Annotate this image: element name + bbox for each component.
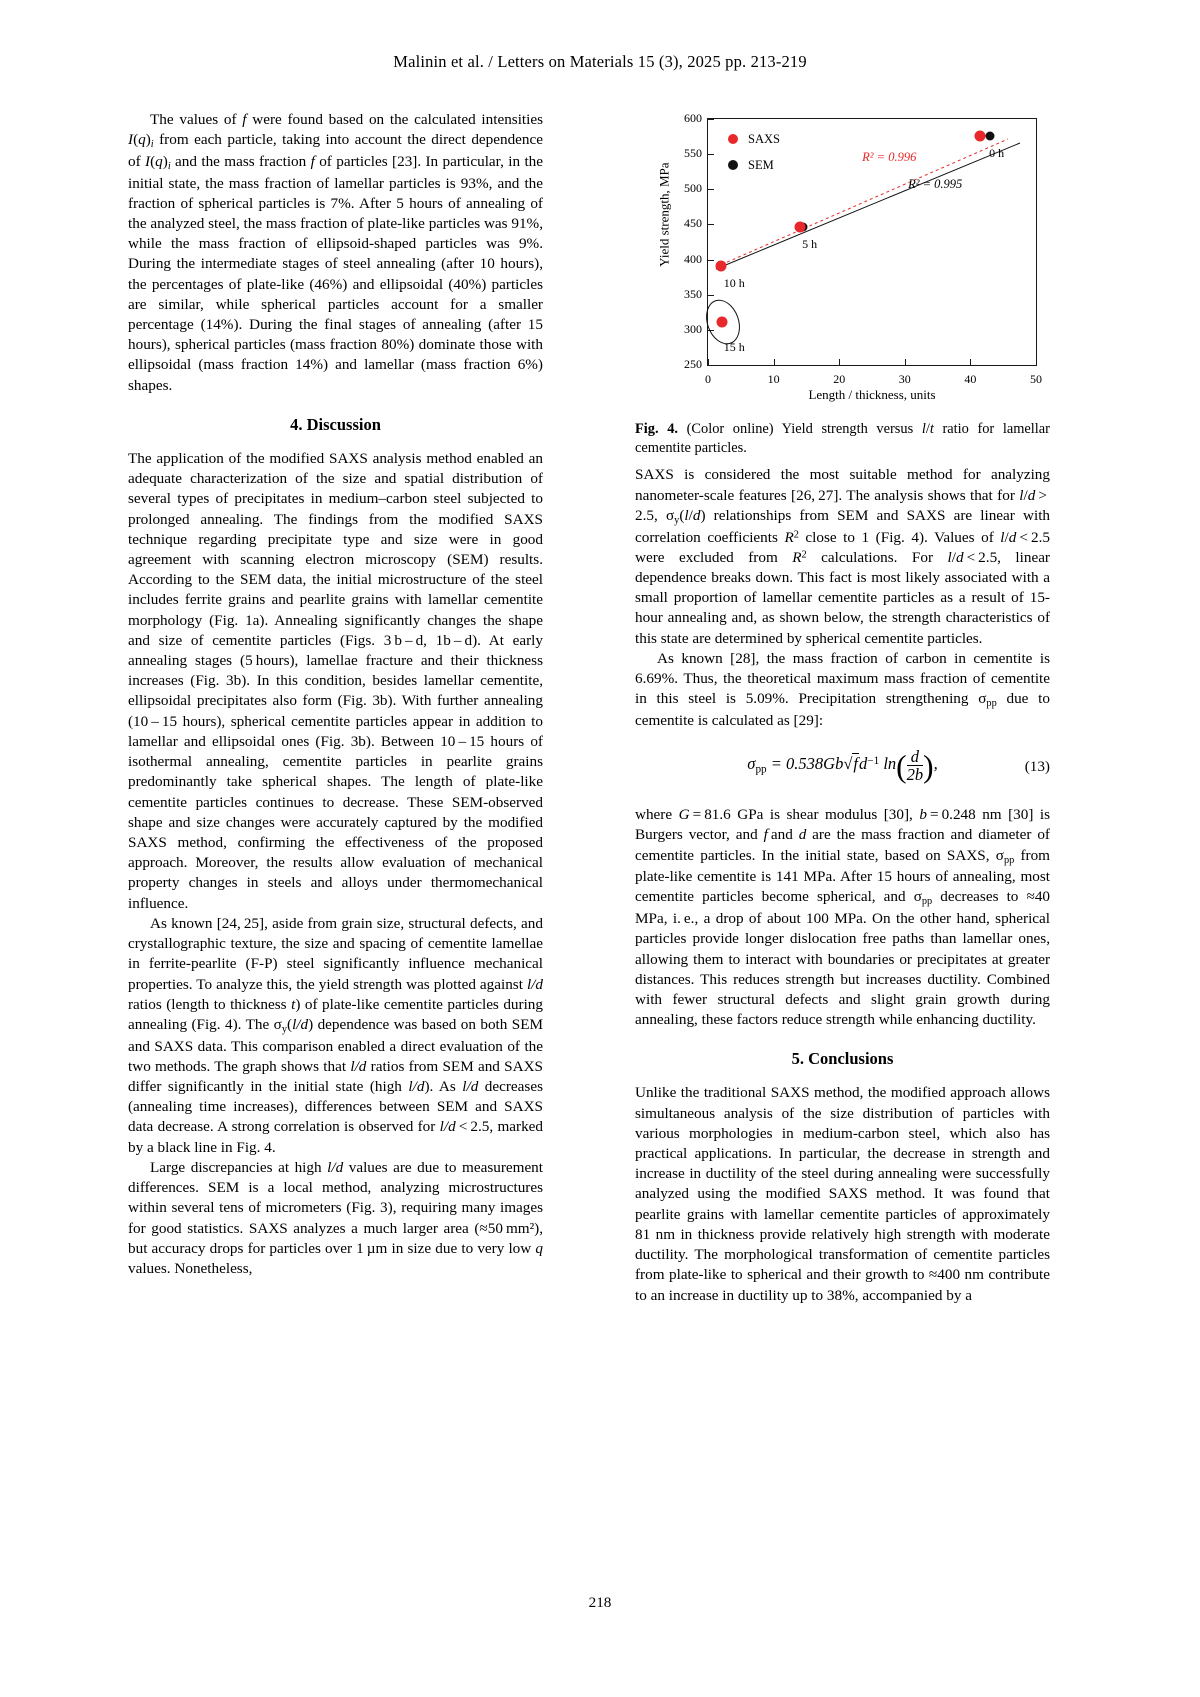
right-column — [635, 110, 1050, 1306]
x-tick-50: 50 — [1030, 372, 1042, 386]
x-tick-10: 10 — [767, 372, 780, 386]
data-point-sem — [986, 131, 995, 140]
x-tick-20: 20 — [833, 372, 846, 386]
paragraph-parameters: where G = 81.6 GPa is shear modulus [30], b = 0.248 nm [30] is Burgers vector, and f and d are the mass fraction and diameter of cementite particles. In the initial state, based on SAXS, $\sigma_{pp}$ from plate-like cementite is 141 MPa. After 15 hours of annealing, most cementite particles become spherical, and $\sigma_{pp}$ decreases to ≈40 MPa, i. e., a drop of about 100 MPa. On the other hand, spherical particles provide longer dislocation free paths than lamellar ones, allowing them to interact with boundaries or precipitates at greater distances. This reduces strength but increases ductility. Combined with fewer structural defects and slight grain growth during annealing, these factors reduce strength while enhancing ductility. — [635, 806, 1051, 1029]
point-label-15h: 15 h — [723, 340, 745, 355]
data-point-saxs — [975, 130, 986, 141]
paragraph-discussion-2: As known [24, 25], aside from grain size, structural defects, and crystallographic texture, the size and spacing of cementite lamellae in ferrite-pearlite (F-P) steel significantly influence mechanical properties. To analyze this, the yield strength was plotted against l/d ratios (length to thickness t) of plate-like cementite particles during annealing (Fig. 4). The $\sigma_y(l/d)$ dependence was based on both SEM and SAXS data. This comparison enabled a direct evaluation of the two methods. The graph shows that l/d ratios from SEM and SAXS differ significantly in the initial state (high l/d). As l/d decreases (annealing time increases), differences between SEM and SAXS data decrease. A strong correlation is observed for l/d < 2.5, marked by a black line in Fig. 4. — [128, 914, 544, 1156]
paragraph-mass-fractions: The values of f were found based on the calculated intensities $I(q)_i$ from each particle, taking into account the direct dependence of $I(q)_i$ and the mass fraction f of particles [23]. In particular, in the initial state, the mass fraction of lamellar particles is 93%, and the fraction of spherical particles is 7%. After 5 hours of annealing of the analyzed steel, the mass fraction of plate-like particles was 91%, while the mass fraction of ellipsoid-shaped particles was 9%. During the intermediate stages of steel annealing (after 10 hours), the percentages of plate-like (46%) and ellipsoidal (40%) particles are similar, while spherical particles account for a smaller percentage (14%). During the final stages of annealing (after 15 hours), spherical particles (mass fraction 80%) dominate those with ellipsoidal (mass fraction 14%) and lamellar (mass fraction 6%) shapes. — [128, 111, 544, 394]
chart-legend — [728, 131, 780, 182]
legend-dot-sem-icon — [728, 160, 738, 170]
x-tick-30: 30 — [898, 372, 911, 386]
running-head: Malinin et al. / Letters on Materials 15 (3), 2025 pp. 213-219 — [393, 52, 807, 71]
data-point-saxs — [716, 261, 727, 272]
legend-item-sem — [728, 157, 780, 174]
equation-13 — [635, 741, 1050, 793]
page-number: 218 — [588, 1594, 612, 1611]
data-point-saxs — [794, 221, 805, 232]
paragraph-conclusions: Unlike the traditional SAXS method, the modified approach allows simultaneous analysis of the size distribution of particles with various morphologies in medium-carbon steel, which also has practical applications. In particular, the decrease in strength and increase in ductility of the steel during annealing were successfully analyzed using the modified SAXS method. It was found that pearlite grains with lamellar cementite particles of approximately 81 nm in thickness provide relatively high strength with moderate ductility. The morphological transformation of cementite particles from plate-like to spherical and their growth to ≈400 nm contribute to an increase in ductility up to 38%, accompanied by a — [635, 1084, 1050, 1304]
left-column — [128, 110, 543, 1279]
y-tick-450: 450 — [684, 216, 702, 231]
y-tick-350: 350 — [684, 286, 702, 301]
figure-caption: Fig. 4. (Color online) Yield strength versus l/t ratio for lamellar cementite particles. — [635, 421, 1050, 456]
legend-dot-saxs-icon — [728, 134, 738, 144]
heading-conclusions: 5. Conclusions — [791, 1049, 894, 1069]
y-tick-550: 550 — [684, 146, 702, 161]
point-label-10h: 10 h — [723, 276, 745, 291]
chart-y-axis-label: Yield strength, MPa — [656, 162, 672, 267]
point-label-5h: 5 h — [802, 237, 818, 252]
y-tick-400: 400 — [684, 251, 702, 266]
figure-4 — [635, 110, 1050, 457]
legend-item-saxs — [728, 131, 780, 148]
chart-plot-area — [684, 111, 1042, 386]
paragraph-saxs-suitability: SAXS is considered the most suitable method for analyzing nanometer-scale features [26, 27]. The analysis shows that for l/d > 2.5, $\sigma_y(l/d)$ relationships from SEM and SAXS are linear with correlation coefficients $R^2$ close to 1 (Fig. 4). Values of l/d < 2.5 were excluded from $R^2$ calculations. For l/d < 2.5, linear dependence breaks down. This fact is most likely associated with a small proportion of lamellar cementite particles as a result of 15-hour annealing and, as shown below, the strength characteristics of this state are determined by spherical cementite particles. — [635, 466, 1051, 647]
figure-number: Fig. 4. — [635, 421, 678, 437]
paragraph-discussion-1: The application of the modified SAXS analysis method enabled an adequate characterization of the size and spatial distribution of several types of precipitates in medium–carbon steel subjected to prolonged annealing. The findings from the modified SAXS technique regarding precipitate type and size were in good agreement with scanning electron microscopy (SEM) results. According to the SEM data, the initial microstructure of the steel includes ferrite grains and pearlite grains with lamellar cementite morphology (Fig. 1a). Annealing significantly changes the shape and size of cementite particles (Figs. 3 b – d, 1b – d). At early annealing stages (5 hours), lamellae fracture and their thickness increases (Fig. 3b). In this condition, besides lamellar cementite, ellipsoidal precipitates also form (Fig. 3b). With further annealing (10 – 15 hours), spherical cementite particles appear in addition to lamellar and ellipsoidal ones (Fig. 3b). Between 10 – 15 hours of isothermal annealing, cementite particles in pearlite grains predominantly take spherical shapes. The length of plate-like cementite particles continues to decrease. These SEM-observed shape and size changes were accurately captured by the modified SAXS method, confirming the effectiveness of the proposed approach. Moreover, the results allow evaluation of mechanical property changes in steels and alloys under thermomechanical influence. — [128, 449, 543, 912]
paragraph-discussion-3: Large discrepancies at high l/d values are due to measurement differences. SEM is a local method, analyzing microstructures within several tens of micrometers (Fig. 3), requiring many images for good statistics. SAXS analyzes a much larger area (≈50 mm²), but accuracy drops for particles over 1 µm in size due to very low q values. Nonetheless, — [128, 1158, 543, 1278]
point-label-0h: 0 h — [989, 146, 1005, 161]
x-tick-40: 40 — [964, 372, 977, 386]
heading-discussion: 4. Discussion — [290, 414, 381, 434]
chart-x-axis-label: Length / thickness, units — [808, 387, 936, 402]
x-tick-0: 0 — [705, 372, 711, 386]
equation-number: (13) — [1024, 758, 1050, 776]
legend-label-sem: SEM — [748, 157, 774, 172]
yield-strength-chart — [635, 110, 1050, 413]
annotation-r2-saxs: R² = 0.996 — [862, 149, 917, 164]
y-tick-600: 600 — [684, 111, 702, 126]
y-tick-300: 300 — [684, 321, 702, 336]
y-tick-500: 500 — [684, 181, 702, 196]
annotation-r2-sem: R² = 0.995 — [908, 176, 963, 191]
paragraph-carbon-fraction: As known [28], the mass fraction of carbon in cementite is 6.69%. Thus, the theoretical maximum mass fraction of cementite in this steel is 5.09%. Precipitation strengthening $\sigma_{pp}$ due to cementite is calculated as [29]: — [635, 649, 1050, 729]
legend-label-saxs: SAXS — [748, 132, 780, 146]
equation-body: $\sigma_{pp} = 0.538Gb√fd^{-1}$ ln( $\frac{d}{2b}$ ), — [747, 746, 938, 785]
y-tick-250: 250 — [684, 357, 702, 372]
